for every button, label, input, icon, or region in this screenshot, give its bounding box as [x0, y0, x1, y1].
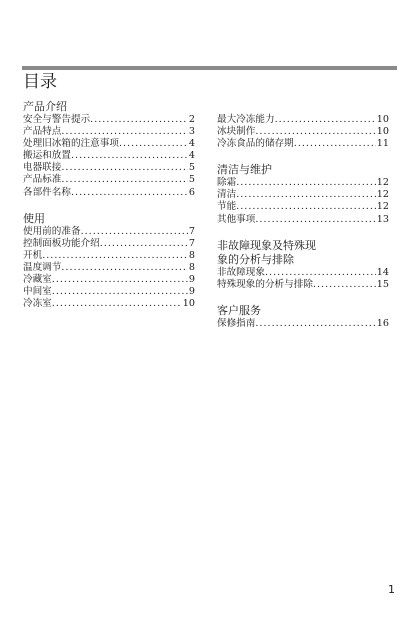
toc-entry[interactable] — [23, 174, 195, 186]
toc-entry-page: 16 — [376, 317, 389, 329]
leader-dots — [71, 150, 188, 162]
leader-dots — [236, 201, 376, 213]
leader-dots — [236, 189, 376, 201]
toc-entry-label: 控制面板功能介绍 — [23, 237, 100, 249]
toc-entry-page: 3 — [188, 126, 195, 138]
page-number: 1 — [388, 583, 395, 596]
section-heading-troubleshooting-line2: 象的分析与排除 — [217, 252, 294, 266]
section-heading-troubleshooting-line1: 非故障现象及特殊现 — [217, 238, 316, 252]
toc-entry-page: 12 — [376, 177, 389, 189]
toc-entry[interactable] — [23, 286, 195, 298]
toc-entry[interactable] — [23, 114, 195, 126]
toc-entry-label: 各部件名称 — [23, 186, 71, 198]
toc-entry-label: 保修指南 — [217, 317, 256, 329]
toc-entry-label: 节能 — [217, 201, 237, 213]
toc-entry-page: 10 — [182, 298, 195, 310]
toc-entry-page: 5 — [188, 162, 195, 174]
toc-entry[interactable] — [23, 250, 195, 262]
toc-entry[interactable] — [23, 187, 195, 199]
toc-entry-label: 中间室 — [23, 286, 52, 298]
toc-entry[interactable] — [23, 162, 195, 174]
toc-entry-label: 冷藏室 — [23, 274, 52, 286]
leader-dots — [265, 267, 376, 279]
toc-entry-label: 冰块制作 — [217, 126, 256, 138]
leader-dots — [61, 262, 188, 274]
toc-entry-label: 特殊现象的分析与排除 — [217, 278, 313, 290]
toc-entry-label: 清洁 — [217, 189, 237, 201]
section-gap — [217, 226, 389, 239]
toc-entry[interactable] — [217, 201, 389, 213]
leader-dots — [255, 214, 375, 226]
section-gap — [217, 150, 389, 163]
toc-entry-page: 10 — [376, 114, 389, 125]
leader-dots — [52, 298, 182, 310]
section-heading-customer-service: 客户服务 — [217, 303, 261, 317]
section-heading-product-intro: 产品介绍 — [23, 100, 67, 113]
section-gap — [217, 291, 389, 304]
toc-entry-label: 搬运和放置 — [23, 150, 71, 162]
toc-entry-page: 8 — [188, 249, 195, 261]
leader-dots — [52, 274, 188, 286]
toc-entry-page: 9 — [188, 274, 195, 286]
toc-entry-label: 非故障现象 — [217, 266, 265, 278]
leader-dots — [255, 318, 375, 330]
toc-entry[interactable] — [23, 150, 195, 162]
page-title: 目录 — [23, 72, 57, 92]
toc-entry[interactable] — [23, 126, 195, 138]
leader-dots — [236, 177, 376, 189]
toc-entry-page: 7 — [188, 225, 195, 237]
toc-entry-page: 10 — [376, 126, 389, 138]
toc-entry[interactable] — [23, 298, 195, 310]
toc-entry-page: 5 — [188, 174, 195, 186]
toc-entry-page: 2 — [188, 114, 195, 125]
section-gap — [23, 199, 195, 212]
toc-entry-label: 使用前的准备 — [23, 225, 81, 237]
leader-dots — [61, 126, 188, 138]
leader-dots — [52, 286, 188, 298]
toc-entry-page: 7 — [188, 237, 195, 249]
toc-entry-label: 处理旧冰箱的注意事项 — [23, 138, 119, 150]
toc-entry[interactable] — [23, 274, 195, 286]
toc-entry-page: 12 — [376, 189, 389, 201]
toc-entry-label: 除霜 — [217, 177, 237, 189]
toc-entry-label: 电器联接 — [23, 162, 62, 174]
leader-dots — [119, 138, 188, 150]
toc-entry-label: 产品特点 — [23, 126, 62, 138]
toc-entry[interactable] — [217, 318, 389, 330]
toc-entry-page: 11 — [376, 138, 389, 150]
section-heading-usage: 使用 — [23, 211, 45, 225]
leader-dots — [313, 279, 376, 291]
toc-entry-label: 冷冻食品的储存期 — [217, 138, 294, 150]
leader-dots — [294, 138, 376, 150]
toc-entry-label: 其他事项 — [217, 213, 256, 225]
toc-entry[interactable] — [23, 238, 195, 250]
toc-entry-page: 13 — [376, 213, 389, 225]
leader-dots — [275, 114, 376, 126]
leader-dots — [81, 226, 188, 238]
toc-entry-page: 4 — [188, 138, 195, 150]
toc-entry-label: 最大冷冻能力 — [217, 114, 275, 125]
toc-entry-page: 12 — [376, 201, 389, 213]
section-heading-cleaning: 清洁与维护 — [217, 163, 272, 177]
leader-dots — [100, 238, 188, 250]
toc-entry-page: 9 — [188, 286, 195, 298]
toc-entry-page: 6 — [188, 186, 195, 198]
toc-entry[interactable] — [217, 267, 389, 279]
toc-entry-page: 15 — [376, 278, 389, 290]
toc-entry[interactable] — [23, 138, 195, 150]
leader-dots — [255, 126, 375, 138]
toc-entry-label: 冷冻室 — [23, 298, 52, 310]
toc-entry[interactable] — [23, 262, 195, 274]
toc-entry[interactable] — [217, 279, 389, 291]
toc-entry[interactable] — [217, 126, 389, 138]
toc-entry[interactable] — [217, 177, 389, 189]
toc-entry-label: 产品标准 — [23, 174, 62, 186]
toc-entry-label: 安全与警告提示 — [23, 114, 91, 125]
leader-dots — [42, 250, 188, 262]
toc-entry-page: 4 — [188, 150, 195, 162]
toc-entry[interactable] — [217, 189, 389, 201]
toc-entry-page: 14 — [376, 266, 389, 278]
toc-entry[interactable] — [217, 138, 389, 150]
toc-entry-label: 开机 — [23, 249, 43, 261]
toc-right-column — [217, 114, 389, 330]
toc-entry-label: 温度调节 — [23, 261, 62, 273]
leader-dots — [61, 162, 188, 174]
toc-entry[interactable] — [23, 226, 195, 238]
leader-dots — [90, 114, 188, 126]
leader-dots — [61, 174, 188, 186]
toc-left-column — [23, 100, 195, 310]
toc-entry[interactable] — [217, 214, 389, 226]
header-rule — [22, 66, 397, 70]
toc-entry[interactable] — [217, 114, 389, 126]
leader-dots — [71, 187, 188, 199]
toc-entry-page: 8 — [188, 261, 195, 273]
